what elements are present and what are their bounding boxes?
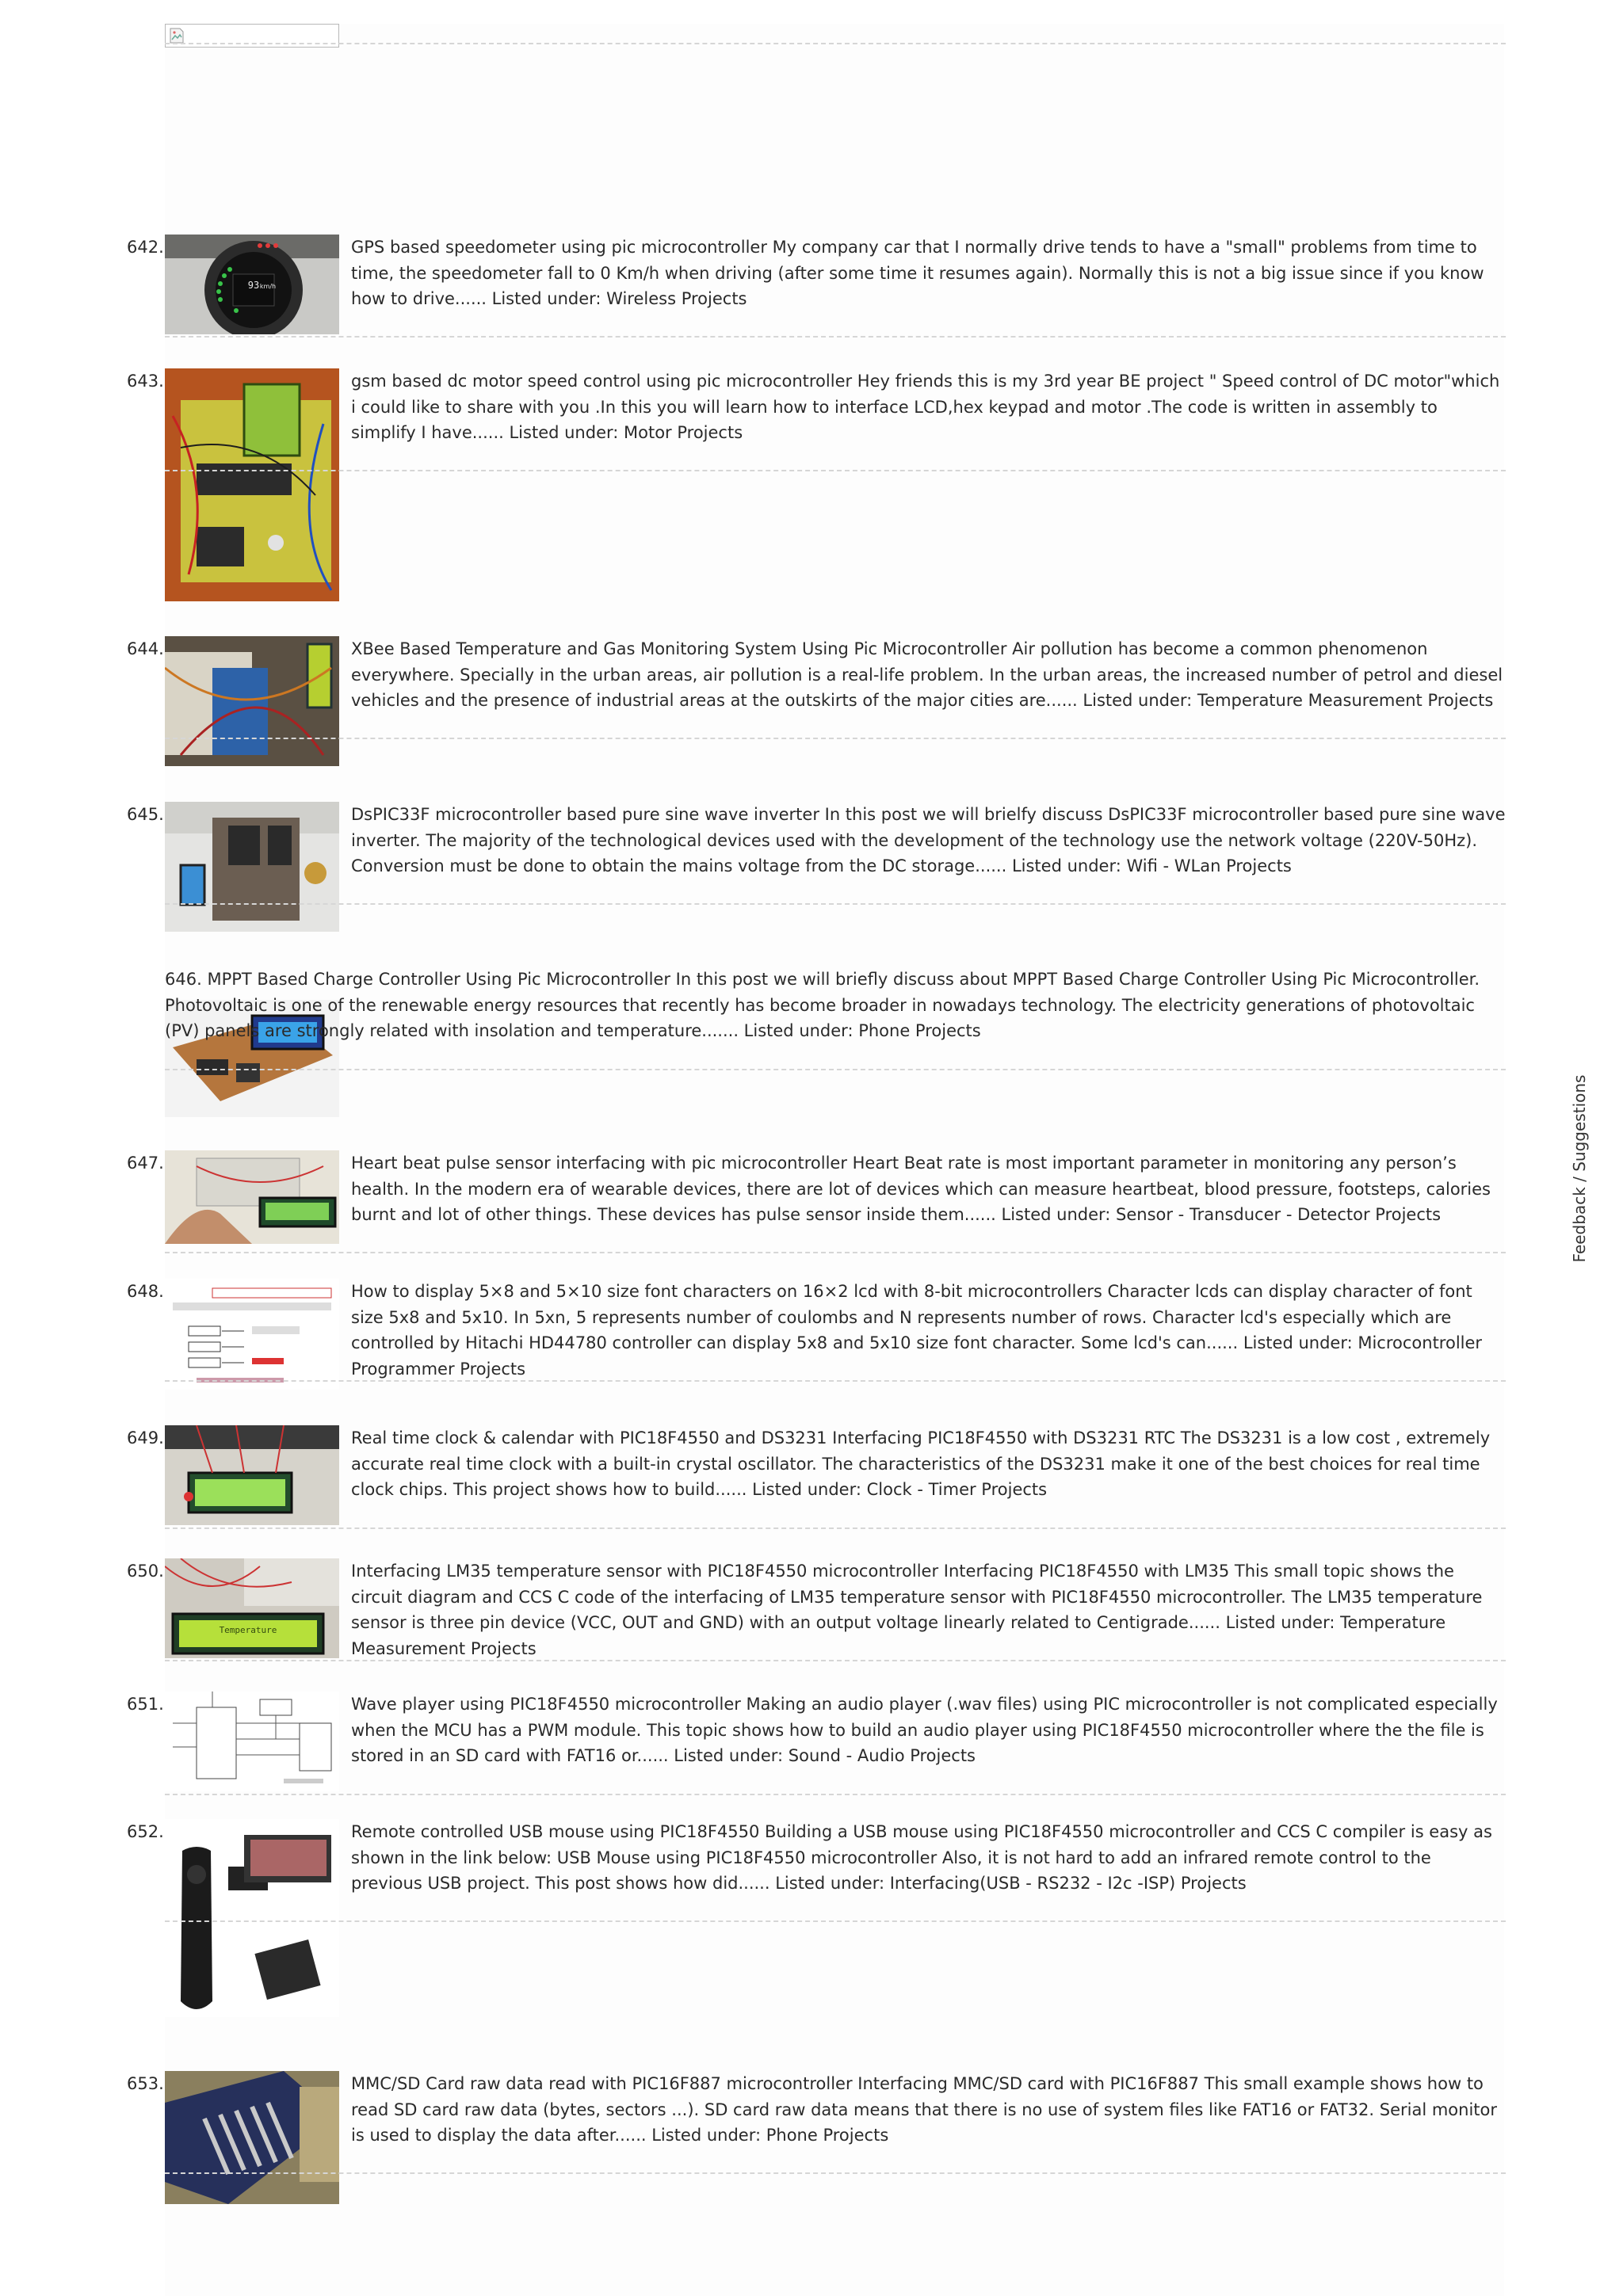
lcd-font-diagram-image bbox=[165, 1279, 339, 1390]
pulse-sensor-image bbox=[165, 1150, 339, 1244]
separator bbox=[165, 1252, 1506, 1253]
motor-control-board-image bbox=[165, 368, 339, 601]
item-description: Wave player using PIC18F4550 microcontroller Making an audio player (.wav files) using PIC microcontroller is not complicated especially when the MCU has a PWM module. This topic shows how to build an audio player using PIC18F4550 microcontroller where the the file is stored in an SD card with FAT16 or...... Listed under: Sound - Audio Projects bbox=[351, 1695, 1498, 1766]
item-text: MPPT Based Charge Controller Using Pic Microcontroller In this post we will briefly discuss about MPPT Based Charge Controller Using Pic Microcontroller. Photovoltaic is one of the renewable energy resources that recently has become broader in nowadays technology. The electricity generations of photovoltaic (PV) panels are strongly related with insolation and temperature....... Listed under: Phone Projects bbox=[165, 970, 1480, 1041]
separator bbox=[165, 43, 1506, 44]
lcd-readout: Temperature bbox=[219, 1625, 277, 1635]
item-thumbnail[interactable] bbox=[165, 2071, 339, 2204]
item-number: 646. bbox=[165, 970, 202, 989]
usb-remote-image bbox=[165, 1819, 339, 2017]
item-thumbnail[interactable] bbox=[165, 368, 339, 601]
item-number: 652. bbox=[127, 1822, 164, 1841]
separator bbox=[165, 1660, 1506, 1661]
item-description: Real time clock & calendar with PIC18F4550 and DS3231 Interfacing PIC18F4550 with DS3231 RTC The DS3231 is a low cost , extremely accurate real time clock with a built-in crystal oscillator. The characteristics of the DS3231 make it one of the best choices for real time clock chips. This project shows how to build...... Listed under: Clock - Timer Projects bbox=[351, 1428, 1491, 1500]
item-number: 642. bbox=[127, 238, 164, 257]
separator bbox=[165, 738, 1506, 739]
item-description: XBee Based Temperature and Gas Monitoring System Using Pic Microcontroller Air pollution has become a common phenomenon everywhere. Specially in the urban areas, air pollution is a real-life problem. In the urban areas, the increased number of petrol and diesel vehicles and the presence of industrial areas at the outskirts of the major cities are...... Listed under: Temperature Measurement Projects bbox=[351, 639, 1503, 711]
item-description: DsPIC33F microcontroller based pure sine wave inverter In this post we will brielfy discuss DsPIC33F microcontroller based pure sine wave inverter. The majority of the technological devices used with the development of the technology use the network voltage (220V-50Hz). Conversion must be done to obtain the mains voltage from the DC storage...... Listed under: Wifi - WLan Projects bbox=[351, 805, 1506, 876]
separator bbox=[165, 1380, 1506, 1382]
item-thumbnail[interactable] bbox=[165, 636, 339, 766]
item-thumbnail[interactable] bbox=[165, 802, 339, 932]
speedometer-image bbox=[165, 235, 339, 334]
separator bbox=[165, 2172, 1506, 2174]
item-description: Interfacing LM35 temperature sensor with PIC18F4550 microcontroller Interfacing PIC18F4550 with LM35 This small topic shows the circuit diagram and CCS C code of the interfacing of LM35 temperature sensor with PIC18F4550 microcontroller. The LM35 temperature sensor is three pin device (VCC, OUT and GND) with an output voltage linearly related to Centigrade...... Listed under: Temperature Measurement Projects bbox=[351, 1562, 1483, 1658]
inverter-board-image bbox=[165, 802, 339, 932]
item-description: Heart beat pulse sensor interfacing with pic microcontroller Heart Beat rate is most important parameter in monitoring any person’s health. In the modern era of wearable devices, there are lot of devices which can measure heartbeat, blood pressure, footsteps, calories burnt and lot of other things. These devices has pulse sensor inside them...... Listed under: Sensor - Transducer - Detector Projects bbox=[351, 1154, 1491, 1225]
feedback-tab[interactable] bbox=[1566, 1074, 1593, 1263]
item-thumbnail[interactable] bbox=[165, 1150, 339, 1244]
separator bbox=[165, 470, 1506, 471]
sd-card-image bbox=[165, 2071, 339, 2204]
item-number: 651. bbox=[127, 1695, 164, 1714]
item-description: How to display 5×8 and 5×10 size font characters on 16×2 lcd with 8-bit microcontrollers Character lcds can display character of font size 5x8 and 5x10. In 5xn, 5 represents number of coulombs and N represents number of rows. Character lcd's especially which are controlled by Hitachi HD44780 controller can display 5x8 and 5x10 size font character. Some lcd's can...... Listed under: Microcontroller Programmer Projects bbox=[351, 1282, 1483, 1379]
wave-player-schematic-image bbox=[165, 1691, 339, 1791]
speed-readout: 93 bbox=[247, 280, 260, 291]
item-thumbnail[interactable] bbox=[165, 1425, 339, 1525]
item-thumbnail[interactable] bbox=[165, 1819, 339, 2017]
lm35-lcd-image bbox=[165, 1558, 339, 1658]
separator bbox=[165, 336, 1506, 338]
item-description: Remote controlled USB mouse using PIC18F4550 Building a USB mouse using PIC18F4550 microcontroller and CCS C compiler is easy as shown in the link below: USB Mouse using PIC18F4550 microcontroller Also, it is not hard to add an infrared remote control to the previous USB project. This post shows how did...... Listed under: Interfacing(USB - RS232 - I2c -ISP) Projects bbox=[351, 1822, 1492, 1894]
item-description bbox=[165, 967, 1507, 1044]
item-description: MMC/SD Card raw data read with PIC16F887 microcontroller Interfacing MMC/SD card with PIC16F887 This small example shows how to read SD card raw data (bytes, sectors ...). SD card raw data means that there is no use of system files like FAT16 or FAT32. Serial monitor is used to display the data after...... Listed under: Phone Projects bbox=[351, 2074, 1498, 2145]
item-thumbnail[interactable] bbox=[165, 1691, 339, 1791]
speed-unit: km/h bbox=[259, 283, 277, 290]
xbee-breadboard-image bbox=[165, 636, 339, 766]
item-number: 649. bbox=[127, 1428, 164, 1447]
rtc-clock-image bbox=[165, 1425, 339, 1525]
item-thumbnail[interactable] bbox=[165, 1558, 339, 1658]
item-number: 643. bbox=[127, 372, 164, 391]
separator bbox=[165, 1069, 1506, 1070]
item-number: 645. bbox=[127, 805, 164, 824]
separator bbox=[165, 903, 1506, 905]
item-thumbnail[interactable] bbox=[165, 1279, 339, 1390]
item-number: 647. bbox=[127, 1154, 164, 1173]
feedback-label: Feedback / Suggestions bbox=[1570, 1074, 1589, 1263]
separator bbox=[165, 1527, 1506, 1529]
item-number: 644. bbox=[127, 639, 164, 658]
item-number: 648. bbox=[127, 1282, 164, 1301]
item-thumbnail[interactable] bbox=[165, 235, 339, 334]
item-description: gsm based dc motor speed control using pic microcontroller Hey friends this is my 3rd year BE project " Speed control of DC motor"which i could like to share with you .In this you will learn how to interface LCD,hex keypad and motor .The code is written in assembly to simplify I have...... Listed under: Motor Projects bbox=[351, 372, 1500, 443]
item-number: 650. bbox=[127, 1562, 164, 1581]
item-number: 653. bbox=[127, 2074, 164, 2093]
broken-image-icon bbox=[169, 27, 185, 44]
item-description: GPS based speedometer using pic microcontroller My company car that I normally drive tends to have a "small" problems from time to time, the speedometer fall to 0 Km/h when driving (after some time it resumes again). Normally this is not a big issue since if you know how to drive...... Listed under: Wireless Projects bbox=[351, 238, 1484, 309]
separator bbox=[165, 1794, 1506, 1795]
separator bbox=[165, 1920, 1506, 1922]
